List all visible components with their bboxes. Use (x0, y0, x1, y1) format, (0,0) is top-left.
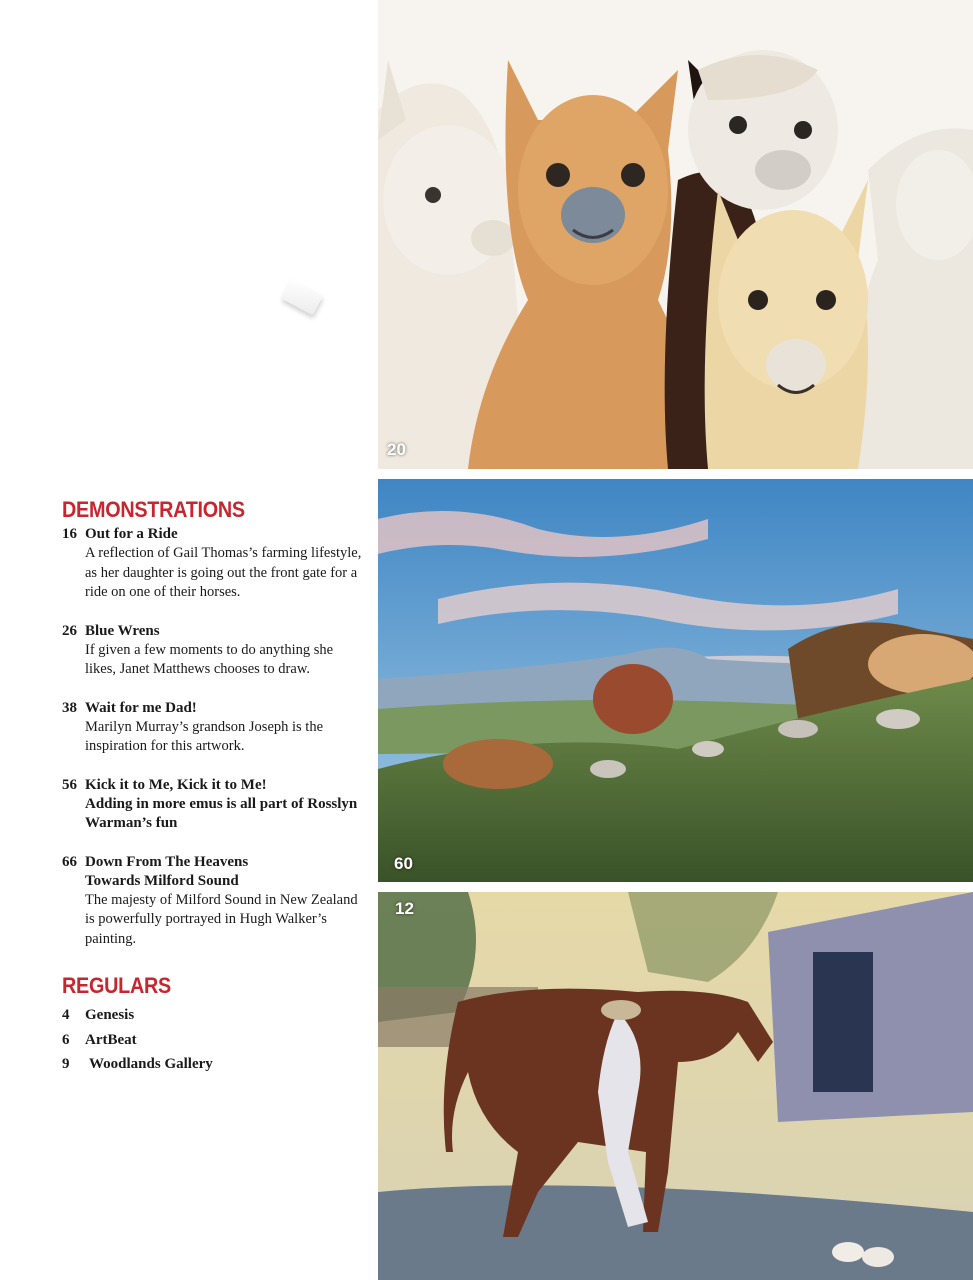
regular-item[interactable] (62, 1003, 362, 1028)
alpaca-artwork[interactable] (378, 0, 973, 469)
horse-illustration (378, 892, 973, 1280)
artwork-page-ref: 12 (395, 899, 414, 918)
entry-description: The majesty of Milford Sound in New Zealand is powerfully portrayed in Hugh Walker’s painting. (85, 891, 358, 947)
landscape-artwork[interactable] (378, 479, 973, 882)
decorative-paper-scrap (281, 279, 323, 315)
horse-artwork[interactable] (378, 892, 973, 1280)
regular-item[interactable] (62, 1052, 362, 1077)
demonstrations-heading: DEMONSTRATIONS (62, 497, 245, 522)
toc-entry[interactable] (62, 622, 362, 680)
entry-title: Blue Wrens (85, 622, 160, 639)
entry-title: Kick it to Me, Kick it to Me! (85, 776, 267, 793)
toc-entry[interactable] (62, 525, 362, 603)
regular-title: ArtBeat (85, 1031, 137, 1048)
regular-page-number: 6 (62, 1031, 70, 1048)
toc-entry[interactable] (62, 853, 362, 950)
entry-page-number: 38 (62, 699, 77, 716)
regular-item[interactable] (62, 1028, 362, 1053)
entry-page-number: 26 (62, 622, 77, 639)
entry-page-number: 56 (62, 776, 77, 793)
entry-description: If given a few moments to do anything she likes, Janet Matthews chooses to draw. (85, 641, 334, 677)
entry-description: Marilyn Murray’s grandson Joseph is the inspiration for this artwork. (85, 718, 324, 754)
entry-title: Down From The Heavens Towards Milford Sound (85, 853, 249, 889)
entry-description: A reflection of Gail Thomas’s farming lifestyle, as her daughter is going out the front gate for a ride on one of their horses. (85, 545, 362, 600)
regulars-heading: REGULARS (62, 973, 171, 998)
regular-page-number: 4 (62, 1007, 70, 1023)
regular-title: Woodlands Gallery (89, 1056, 213, 1072)
table-of-contents (62, 497, 362, 1077)
landscape-illustration (378, 479, 973, 882)
alpaca-illustration (378, 0, 973, 469)
artwork-page-ref: 20 (387, 440, 406, 459)
entry-description: Adding in more emus is all part of Rosslyn Warman’s fun (85, 795, 358, 831)
regulars-section (62, 973, 362, 1077)
toc-entry[interactable] (62, 699, 362, 757)
entry-page-number: 66 (62, 853, 77, 870)
regular-title: Genesis (85, 1007, 135, 1023)
entry-page-number: 16 (62, 526, 77, 542)
regular-page-number: 9 (62, 1056, 70, 1072)
entry-title: Wait for me Dad! (85, 699, 197, 716)
toc-entry[interactable] (62, 776, 362, 834)
artwork-page-ref: 60 (394, 854, 413, 873)
entry-title: Out for a Ride (85, 526, 178, 542)
